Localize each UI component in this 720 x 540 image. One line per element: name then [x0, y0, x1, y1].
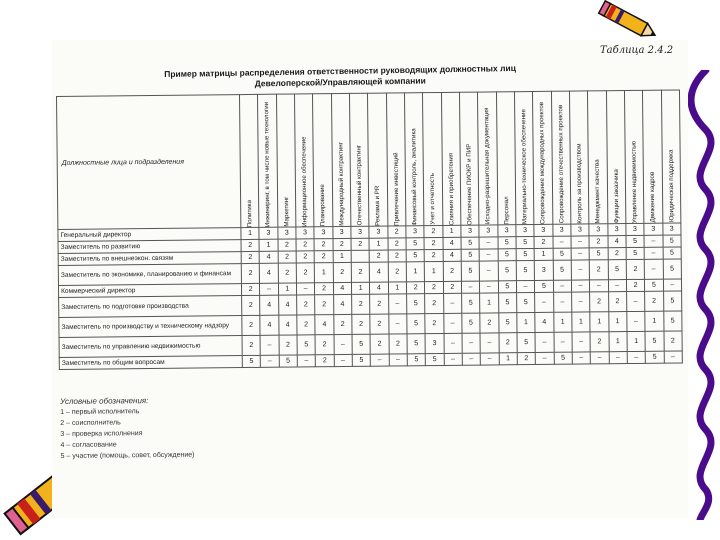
matrix-cell: 2 — [517, 352, 535, 364]
matrix-cell: 4 — [370, 262, 389, 282]
matrix-cell: 1 — [517, 312, 536, 332]
column-header-label: Исходно-разрешительная документация — [483, 107, 492, 225]
matrix-cell: 2 — [241, 239, 259, 251]
row-label: Генеральный директор — [58, 228, 241, 242]
matrix-cell: 3 — [626, 223, 644, 235]
matrix-cell: 1 — [278, 283, 296, 295]
matrix-cell: 2 — [278, 263, 297, 283]
column-header — [258, 94, 278, 227]
legend-title: Условные обозначения: — [60, 396, 149, 406]
matrix-cell: – — [590, 280, 608, 292]
matrix-cell — [351, 250, 369, 262]
matrix-cell: 5 — [352, 334, 371, 354]
matrix-cell: – — [389, 354, 407, 366]
matrix-cell: – — [388, 314, 407, 334]
column-header — [331, 93, 351, 226]
legend-item: 3 – проверка исполнения — [60, 430, 143, 438]
matrix-cell: 5 — [462, 293, 481, 313]
column-header-label: Менеджмент качества — [594, 159, 602, 224]
matrix-cell: 2 — [316, 355, 334, 367]
column-header — [588, 91, 608, 224]
column-header — [423, 92, 443, 225]
matrix-cell: 2 — [352, 294, 371, 314]
matrix-cell: 4 — [260, 295, 279, 315]
matrix-cell: – — [553, 280, 571, 292]
matrix-cell: 2 — [314, 239, 332, 251]
matrix-cell: – — [553, 292, 572, 312]
matrix-cell: 2 — [297, 315, 316, 335]
matrix-cell: 1 — [388, 282, 406, 294]
matrix-cell: 4 — [278, 315, 297, 335]
matrix-cell: 2 — [424, 249, 442, 261]
column-header — [441, 92, 461, 225]
matrix-cell: – — [479, 249, 497, 261]
matrix-cell: 5 — [663, 291, 682, 311]
matrix-cell: – — [590, 352, 608, 364]
matrix-cell: 2 — [296, 263, 315, 283]
matrix-cell: 3 — [406, 226, 424, 238]
column-header-label: Привлечение инвестиций — [392, 152, 401, 226]
matrix-cell: 1 — [590, 312, 609, 332]
row-label: Заместитель по общим вопросам — [59, 356, 242, 370]
matrix-cell: 5 — [406, 250, 424, 262]
column-header-label: Маркетинг — [282, 196, 291, 227]
matrix-cell: 4 — [443, 249, 461, 261]
column-header-label: Юридическая поддержка — [667, 150, 676, 223]
column-header — [313, 94, 333, 227]
column-header — [514, 92, 534, 225]
matrix-cell: 2 — [242, 335, 261, 355]
matrix-cell: 4 — [333, 282, 351, 294]
matrix-cell: 2 — [645, 291, 664, 311]
matrix-cell: 1 — [259, 239, 277, 251]
matrix-cell: 5 — [516, 248, 534, 260]
matrix-cell: 2 — [664, 331, 683, 351]
column-header — [386, 93, 406, 226]
matrix-cell: – — [443, 313, 462, 333]
matrix-cell: 5 — [608, 260, 627, 280]
matrix-cell: 5 — [663, 259, 682, 279]
matrix-cell: 3 — [534, 224, 552, 236]
matrix-cell: 3 — [644, 223, 662, 235]
row-label: Заместитель по экономике, планированию и финансам — [58, 264, 241, 286]
matrix-cell: 4 — [260, 315, 279, 335]
matrix-cell: 2 — [241, 283, 259, 295]
column-header — [496, 92, 516, 225]
matrix-cell: 2 — [352, 314, 371, 334]
row-label: Заместитель по внешнеэкон. связям — [58, 252, 241, 266]
matrix-cell: 4 — [315, 315, 334, 335]
matrix-cell: 1 — [442, 225, 460, 237]
matrix-cell: – — [444, 353, 462, 365]
matrix-cell: 1 — [608, 312, 627, 332]
column-header — [533, 91, 553, 224]
legend-item: 4 – согласование — [60, 441, 117, 449]
matrix-cell: 2 — [315, 335, 334, 355]
matrix-cell: – — [443, 293, 462, 313]
legend — [60, 395, 195, 462]
matrix-cell: 2 — [315, 283, 333, 295]
matrix-cell: – — [627, 351, 645, 363]
matrix-cell: 2 — [351, 238, 369, 250]
matrix-cell: 4 — [443, 237, 461, 249]
matrix-cell: – — [627, 311, 646, 331]
matrix-cell: 5 — [645, 279, 663, 291]
matrix-cell: 2 — [534, 236, 552, 248]
matrix-cell: 1 — [351, 282, 369, 294]
matrix-cell: – — [260, 335, 279, 355]
matrix-cell: 2 — [351, 262, 370, 282]
matrix-cell: – — [462, 353, 480, 365]
column-header-label: Обеспечение ПИОКР и ПИР — [465, 143, 474, 225]
matrix-cell: 5 — [461, 249, 479, 261]
column-header-label: Управление недвижимостью — [630, 140, 639, 223]
responsibility-matrix — [56, 89, 683, 370]
column-header-label: Международный контрактинг — [337, 142, 346, 227]
matrix-cell: 3 — [314, 227, 332, 239]
matrix-cell: 5 — [406, 238, 424, 250]
matrix-cell: 2 — [369, 250, 387, 262]
matrix-cell: 2 — [296, 251, 314, 263]
matrix-cell: 2 — [279, 335, 298, 355]
matrix-cell: 3 — [461, 225, 479, 237]
matrix-cell: 2 — [443, 261, 462, 281]
matrix-cell: – — [572, 352, 590, 364]
column-header — [294, 94, 314, 227]
matrix-cell: 5 — [516, 236, 534, 248]
column-header — [349, 93, 369, 226]
matrix-cell: 1 — [572, 312, 591, 332]
title-line-2: Девелоперской/Управляющей компании — [254, 75, 426, 89]
matrix-cell: – — [626, 291, 645, 311]
matrix-cell: 3 — [497, 225, 515, 237]
column-header — [459, 92, 479, 225]
matrix-cell: – — [334, 354, 352, 366]
matrix-cell: – — [260, 283, 278, 295]
matrix-cell: 2 — [425, 313, 444, 333]
column-header-label: Слияния и приобретения — [447, 152, 456, 225]
matrix-cell: 5 — [407, 354, 425, 366]
matrix-cell: – — [664, 351, 683, 363]
matrix-cell: 5 — [517, 292, 536, 312]
matrix-cell: 2 — [626, 259, 645, 279]
matrix-cell: 2 — [333, 314, 352, 334]
matrix-cell: 2 — [443, 281, 461, 293]
column-header-label: Планирование — [319, 183, 327, 227]
matrix-cell: 2 — [388, 262, 407, 282]
column-header-label: Информационное обеспечение — [300, 135, 309, 227]
matrix-cell: 1 — [499, 353, 517, 365]
column-header — [606, 91, 626, 224]
legend-item: 1 – первый исполнитель — [60, 408, 140, 416]
matrix-cell: 5 — [461, 237, 479, 249]
matrix-cell: 1 — [609, 332, 628, 352]
matrix-cell: 2 — [589, 236, 607, 248]
matrix-cell: 1 — [369, 238, 387, 250]
column-header — [569, 91, 589, 224]
matrix-cell: – — [572, 332, 591, 352]
matrix-cell: – — [571, 260, 590, 280]
matrix-cell: – — [297, 355, 315, 367]
corner-label: Должностные лица и подразделения — [57, 95, 241, 230]
matrix-cell: 5 — [517, 332, 536, 352]
matrix-cell: 3 — [296, 227, 314, 239]
column-header-label: Инжиниринг, в том числе новые технологии — [263, 101, 272, 227]
matrix-cell: 5 — [498, 261, 517, 281]
matrix-cell: 5 — [626, 247, 644, 259]
matrix-cell: 3 — [479, 225, 497, 237]
matrix-cell: – — [461, 281, 479, 293]
matrix-cell: 2 — [406, 282, 424, 294]
matrix-cell: 2 — [333, 238, 351, 250]
column-header — [624, 90, 644, 223]
matrix-cell: 2 — [590, 332, 609, 352]
matrix-cell: 3 — [425, 333, 444, 353]
matrix-cell: 5 — [297, 335, 316, 355]
matrix-cell: 3 — [369, 226, 387, 238]
matrix-cell: – — [535, 292, 554, 312]
matrix-cell: 5 — [554, 352, 572, 364]
matrix-cell: 5 — [462, 313, 481, 333]
matrix-cell: – — [571, 248, 589, 260]
column-header-label: Учет и отчетность — [429, 173, 437, 226]
matrix-cell: 2 — [589, 260, 608, 280]
matrix-cell: 5 — [589, 248, 607, 260]
matrix-cell: 5 — [352, 354, 370, 366]
matrix-cell: 3 — [662, 223, 681, 235]
matrix-cell: 3 — [534, 260, 553, 280]
matrix-cell: 5 — [498, 293, 517, 313]
matrix-cell: 5 — [407, 334, 426, 354]
column-header-label: Движение кадров — [649, 172, 657, 223]
matrix-cell: 1 — [627, 331, 646, 351]
column-header-label: Функции заказчика — [612, 168, 621, 224]
column-header-label: Политика — [246, 199, 254, 228]
column-header — [643, 90, 663, 223]
matrix-cell: 2 — [389, 334, 408, 354]
matrix-cell: 1 — [534, 248, 552, 260]
matrix-cell: 4 — [370, 282, 388, 294]
matrix-cell: 2 — [608, 248, 626, 260]
matrix-cell: 2 — [424, 225, 442, 237]
matrix-cell: – — [480, 353, 498, 365]
column-header-label: Финансовый контроль, аналитика — [410, 127, 419, 226]
column-header — [368, 93, 388, 226]
column-header-label: Сопровождение международных проектов — [538, 101, 547, 224]
matrix-cell: 5 — [553, 260, 572, 280]
matrix-cell: – — [571, 236, 589, 248]
row-label: Заместитель по развитию — [58, 240, 241, 254]
matrix-cell: 5 — [663, 235, 682, 247]
matrix-cell: 2 — [388, 250, 406, 262]
matrix-cell: – — [609, 352, 627, 364]
matrix-cell: – — [608, 280, 626, 292]
pencil-icon-top — [596, 0, 660, 44]
matrix-cell: 1 — [333, 250, 351, 262]
matrix-cell: – — [444, 333, 463, 353]
matrix-cell: 3 — [259, 227, 277, 239]
legend-item: 5 – участие (помощь, совет, обсуждение) — [60, 451, 195, 460]
matrix-cell: 2 — [297, 295, 316, 315]
matrix-cell: 2 — [388, 226, 406, 238]
matrix-cell: 5 — [425, 353, 443, 365]
matrix-cell: 3 — [333, 226, 351, 238]
matrix-cell: 2 — [278, 251, 296, 263]
matrix-cell: – — [388, 294, 407, 314]
matrix-cell: 4 — [535, 312, 554, 332]
column-header — [661, 90, 681, 223]
matrix-cell: 5 — [553, 248, 571, 260]
matrix-cell: 1 — [645, 311, 664, 331]
matrix-cell: 4 — [278, 295, 297, 315]
matrix-cell: 1 — [406, 262, 425, 282]
matrix-cell: – — [261, 355, 279, 367]
matrix-table — [56, 89, 683, 370]
column-header-label: Сопровождение отечественных проектов — [556, 105, 566, 224]
matrix-cell: 5 — [498, 249, 516, 261]
matrix-cell: – — [480, 261, 499, 281]
column-header-label: Отечественный контрактинг — [355, 145, 364, 226]
column-header — [404, 93, 424, 226]
matrix-cell: – — [644, 247, 662, 259]
row-label: Заместитель по подготовке производства — [59, 296, 242, 318]
matrix-cell: 5 — [498, 313, 517, 333]
column-header — [551, 91, 571, 224]
matrix-cell: – — [553, 236, 571, 248]
matrix-cell: 2 — [480, 313, 499, 333]
matrix-cell: 5 — [242, 355, 260, 367]
matrix-cell: 2 — [388, 238, 406, 250]
table-number: Таблица 2.4.2 — [600, 45, 674, 56]
matrix-cell: 2 — [424, 237, 442, 249]
matrix-cell: – — [644, 259, 663, 279]
matrix-cell: – — [334, 334, 353, 354]
ribbon-decoration — [684, 70, 720, 520]
matrix-cell: 5 — [498, 237, 516, 249]
matrix-cell: 2 — [370, 294, 389, 314]
matrix-cell: 5 — [279, 355, 297, 367]
matrix-cell: 2 — [241, 251, 259, 263]
matrix-cell: 5 — [407, 314, 426, 334]
row-label: Заместитель по производству и техническому надзору — [59, 316, 242, 338]
matrix-cell: 5 — [535, 280, 553, 292]
row-label: Заместитель по управлению недвижимостью — [59, 336, 242, 358]
column-header — [478, 92, 498, 225]
matrix-cell: 2 — [499, 333, 518, 353]
matrix-cell: 2 — [425, 281, 443, 293]
row-label: Коммерческий директор — [58, 284, 241, 298]
matrix-cell: 2 — [296, 239, 314, 251]
column-header-label: Реклама и PR — [374, 185, 382, 226]
matrix-cell: 2 — [608, 292, 627, 312]
matrix-cell: – — [571, 280, 589, 292]
matrix-cell: 3 — [552, 224, 570, 236]
column-header-label: Материально-техническое обеспечение — [520, 109, 529, 225]
matrix-cell: – — [296, 283, 314, 295]
matrix-cell: 3 — [351, 226, 369, 238]
matrix-cell: 3 — [516, 225, 534, 237]
matrix-cell: 4 — [608, 236, 626, 248]
matrix-cell: 1 — [425, 261, 444, 281]
matrix-cell: 5 — [498, 281, 516, 293]
matrix-cell: 3 — [571, 224, 589, 236]
matrix-cell: 5 — [461, 261, 480, 281]
matrix-body — [58, 223, 682, 370]
column-header — [276, 94, 296, 227]
matrix-cell: 3 — [278, 227, 296, 239]
matrix-cell: 3 — [607, 224, 625, 236]
matrix-cell: 4 — [260, 263, 279, 283]
matrix-cell: – — [480, 281, 498, 293]
column-header-label: Контроль за производством — [575, 143, 584, 224]
matrix-cell: – — [462, 333, 481, 353]
matrix-cell: 2 — [333, 262, 352, 282]
matrix-cell: 2 — [278, 239, 296, 251]
matrix-cell: 5 — [407, 294, 426, 314]
matrix-cell: – — [371, 354, 389, 366]
matrix-cell: 2 — [315, 295, 334, 315]
matrix-cell: – — [516, 280, 534, 292]
matrix-cell: 2 — [590, 292, 609, 312]
matrix-cell: – — [644, 235, 662, 247]
matrix-cell: – — [480, 333, 499, 353]
matrix-cell: 1 — [480, 293, 499, 313]
legend-item: 2 – соисполнитель — [60, 419, 121, 427]
matrix-cell: 5 — [645, 331, 664, 351]
matrix-cell: 5 — [516, 260, 535, 280]
matrix-cell: 1 — [241, 227, 259, 239]
matrix-cell: 2 — [242, 295, 261, 315]
column-header — [239, 94, 259, 227]
matrix-cell: – — [479, 237, 497, 249]
matrix-cell: 5 — [663, 311, 682, 331]
matrix-cell: 2 — [425, 293, 444, 313]
matrix-cell: – — [663, 279, 682, 291]
matrix-cell: 4 — [259, 251, 277, 263]
matrix-cell: 2 — [626, 279, 644, 291]
matrix-cell: 2 — [370, 314, 389, 334]
matrix-cell: 5 — [645, 351, 663, 363]
matrix-cell: – — [554, 332, 573, 352]
matrix-cell: – — [535, 332, 554, 352]
header-row — [57, 90, 681, 230]
matrix-cell: 1 — [315, 263, 334, 283]
title-line-1: Пример матрицы распределения ответственности руководящих должностных лиц — [164, 62, 517, 80]
matrix-cell: 1 — [553, 312, 572, 332]
matrix-cell: – — [535, 352, 553, 364]
matrix-cell: 2 — [314, 251, 332, 263]
matrix-cell: 2 — [370, 334, 389, 354]
matrix-cell: 4 — [333, 294, 352, 314]
column-header-label: Персонал — [502, 195, 511, 225]
matrix-cell: 2 — [242, 315, 261, 335]
matrix-cell: 2 — [241, 263, 260, 283]
matrix-cell: 3 — [589, 224, 607, 236]
matrix-cell: 5 — [663, 247, 682, 259]
matrix-cell: – — [571, 292, 590, 312]
matrix-cell: 5 — [626, 235, 644, 247]
